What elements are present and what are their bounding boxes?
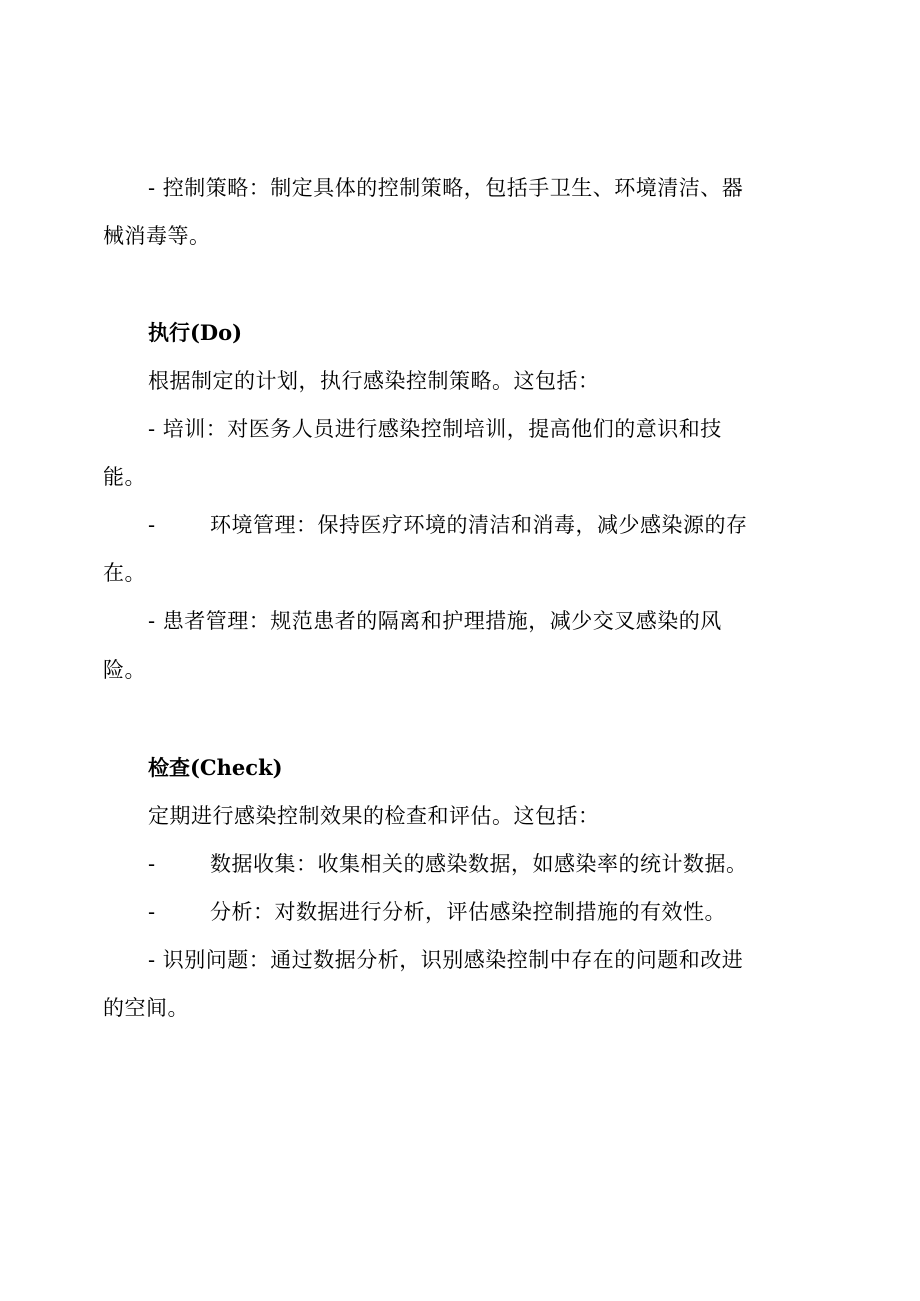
check-heading: 检查(Check) [148, 755, 283, 780]
identify-problems-line-1: - 识别问题：通过数据分析，识别感染控制中存在的问题和改进 [148, 948, 744, 972]
patient-line-2: 险。 [103, 658, 146, 682]
environment-line-1 [148, 510, 748, 540]
environment-line-2: 在。 [103, 561, 146, 585]
control-strategy-line-2: 械消毒等。 [103, 224, 211, 248]
analysis-line [148, 897, 726, 927]
data-collection-dash: - [148, 852, 156, 876]
control-strategy-line-1: - 控制策略：制定具体的控制策略，包括手卫生、环境清洁、器 [148, 176, 744, 200]
analysis-text: 分析：对数据进行分析，评估感染控制措施的有效性。 [210, 900, 726, 924]
identify-problems-line-2: 的空间。 [103, 996, 189, 1020]
training-line-2: 能。 [103, 465, 146, 489]
data-collection-line [148, 849, 748, 879]
check-intro: 定期进行感染控制效果的检查和评估。这包括： [148, 804, 600, 828]
training-line-1: - 培训：对医务人员进行感染控制培训，提高他们的意识和技 [148, 417, 722, 441]
analysis-dash: - [148, 900, 156, 924]
do-intro: 根据制定的计划，执行感染控制策略。这包括： [148, 369, 600, 393]
data-collection-text: 数据收集：收集相关的感染数据，如感染率的统计数据。 [210, 852, 748, 876]
environment-dash: - [148, 513, 156, 537]
patient-line-1: - 患者管理：规范患者的隔离和护理措施，减少交叉感染的风 [148, 609, 722, 633]
do-heading: 执行(Do) [148, 320, 243, 345]
environment-text: 环境管理：保持医疗环境的清洁和消毒，减少感染源的存 [210, 513, 748, 537]
